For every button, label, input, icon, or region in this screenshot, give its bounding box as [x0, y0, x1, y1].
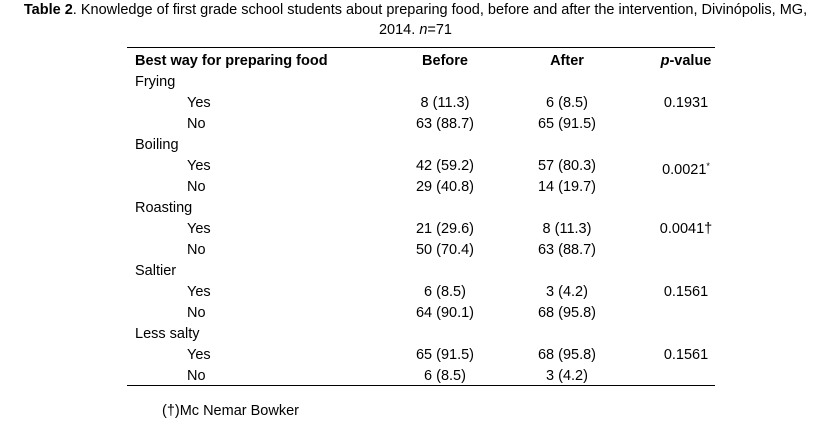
table-header-row	[0, 51, 831, 72]
header-p-value	[634, 51, 738, 72]
table-row	[0, 366, 831, 387]
table-row	[0, 177, 831, 198]
header-method: Best way for preparing food	[135, 53, 328, 69]
table-caption	[0, 0, 831, 40]
p-value	[634, 93, 738, 114]
p-value-number: 0.0021	[662, 162, 707, 178]
p-value	[634, 282, 738, 303]
table-row	[0, 282, 831, 303]
before-value: 42 (59.2)	[415, 158, 475, 174]
after-value: 63 (88.7)	[537, 242, 597, 258]
table-bottom-rule	[127, 385, 715, 386]
after-value: 8 (11.3)	[542, 221, 592, 237]
p-value-number: 0.1931	[663, 95, 709, 111]
table-row	[0, 240, 831, 261]
p-value-number: 0.1561	[663, 347, 709, 363]
header-after: After	[550, 53, 584, 69]
p-value	[634, 345, 738, 366]
significance-mark: *	[706, 161, 710, 171]
header-p-rest: -value	[669, 53, 712, 69]
row-label: Yes	[187, 158, 211, 174]
before-value: 6 (8.5)	[424, 368, 466, 384]
caption-year: 2014.	[378, 22, 420, 38]
caption-line-1	[0, 0, 831, 20]
before-value: 64 (90.1)	[415, 305, 475, 321]
group-name: Saltier	[135, 263, 177, 279]
group-name: Less salty	[135, 326, 200, 342]
after-value: 3 (4.2)	[546, 368, 588, 384]
after-value: 57 (80.3)	[537, 158, 597, 174]
before-value: 6 (8.5)	[424, 284, 466, 300]
row-label: Yes	[187, 95, 211, 111]
after-value: 6 (8.5)	[546, 95, 588, 111]
row-label: Yes	[187, 347, 211, 363]
header-before: Before	[422, 53, 468, 69]
group-name: Roasting	[135, 200, 193, 216]
caption-n-label: n	[419, 22, 428, 38]
after-value: 65 (91.5)	[537, 116, 597, 132]
before-value: 65 (91.5)	[415, 347, 475, 363]
before-value: 8 (11.3)	[420, 95, 470, 111]
p-value	[634, 219, 738, 240]
table-row	[0, 303, 831, 324]
before-value: 29 (40.8)	[415, 179, 475, 195]
row-label: No	[187, 368, 206, 384]
row-label: No	[187, 116, 206, 132]
group-row	[0, 135, 831, 156]
header-p-italic: p	[660, 53, 670, 69]
after-value: 3 (4.2)	[546, 284, 588, 300]
before-value: 21 (29.6)	[415, 221, 475, 237]
group-row	[0, 261, 831, 282]
after-value: 68 (95.8)	[537, 347, 597, 363]
row-label: Yes	[187, 284, 211, 300]
caption-text: . Knowledge of first grade school students about preparing food, before and after the intervention, Divinópolis, MG,	[72, 2, 808, 18]
table-top-rule	[127, 47, 715, 48]
row-label: No	[187, 242, 206, 258]
table-label: Table 2	[23, 2, 73, 18]
table-row	[0, 345, 831, 366]
p-value-number: 0.1561	[663, 284, 709, 300]
table-row	[0, 93, 831, 114]
row-label: No	[187, 305, 206, 321]
row-label: Yes	[187, 221, 211, 237]
group-row	[0, 198, 831, 219]
p-value-number: 0.0041†	[659, 221, 713, 237]
caption-line-2	[0, 20, 831, 40]
group-name: Frying	[135, 74, 176, 90]
after-value: 68 (95.8)	[537, 305, 597, 321]
before-value: 50 (70.4)	[415, 242, 475, 258]
table-footnote: (†)Mc Nemar Bowker	[162, 403, 299, 419]
table-row	[0, 219, 831, 240]
row-label: No	[187, 179, 206, 195]
group-name: Boiling	[135, 137, 179, 153]
table-row	[0, 156, 831, 177]
group-row	[0, 324, 831, 345]
before-value: 63 (88.7)	[415, 116, 475, 132]
caption-n-value: =71	[427, 22, 452, 38]
table-row	[0, 114, 831, 135]
after-value: 14 (19.7)	[537, 179, 597, 195]
group-row	[0, 72, 831, 93]
